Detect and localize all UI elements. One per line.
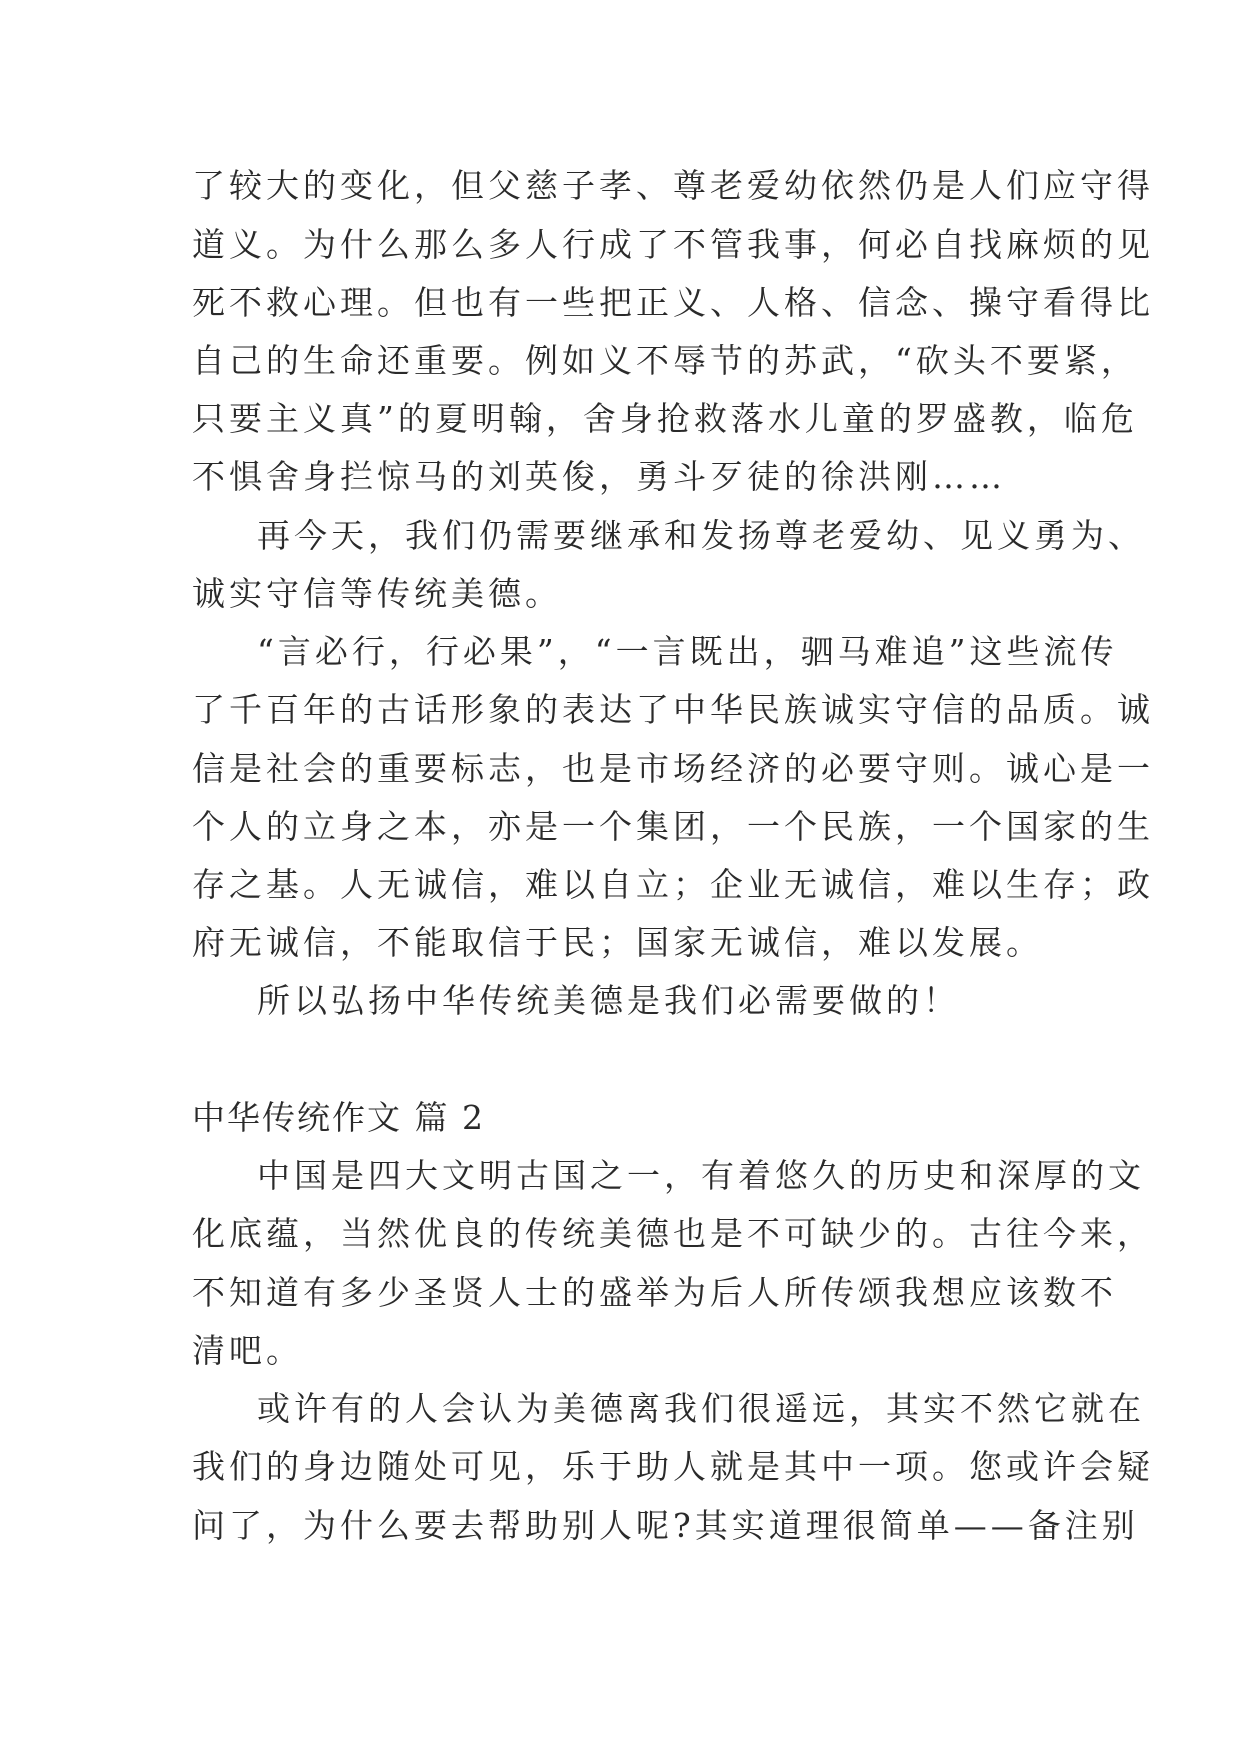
text-line: 了千百年的古话形象的表达了中华民族诚实守信的品质。诚 bbox=[192, 690, 1154, 729]
text-line: 我们的身边随处可见，乐于助人就是其中一项。您或许会疑 bbox=[192, 1447, 1154, 1486]
text-line: 了较大的变化，但父慈子孝、尊老爱幼依然仍是人们应守得 bbox=[192, 166, 1154, 205]
text-line: 清吧。 bbox=[192, 1331, 303, 1370]
text-line: 诚实守信等传统美德。 bbox=[192, 574, 562, 613]
text-line: 府无诚信，不能取信于民；国家无诚信，难以发展。 bbox=[192, 923, 1043, 962]
text-line: 不惧舍身拦惊马的刘英俊，勇斗歹徒的徐洪刚…… bbox=[192, 457, 1006, 496]
text-line: 死不救心理。但也有一些把正义、人格、信念、操守看得比 bbox=[192, 283, 1154, 322]
text-line: 个人的立身之本，亦是一个集团，一个民族，一个国家的生 bbox=[192, 807, 1154, 846]
text-line: “言必行，行必果”，“一言既出，驷马难追”这些流传 bbox=[257, 632, 1118, 671]
text-line: 信是社会的重要标志，也是市场经济的必要守则。诚心是一 bbox=[192, 749, 1154, 788]
text-line: 自己的生命还重要。例如义不辱节的苏武，“砍头不要紧， bbox=[192, 341, 1138, 380]
text-line: 或许有的人会认为美德离我们很遥远，其实不然它就在 bbox=[257, 1389, 1145, 1428]
text-line: 道义。为什么那么多人行成了不管我事，何必自找麻烦的见 bbox=[192, 225, 1154, 264]
text-line: 所以弘扬中华传统美德是我们必需要做的！ bbox=[257, 981, 960, 1020]
text-line: 再今天，我们仍需要继承和发扬尊老爱幼、见义勇为、 bbox=[257, 516, 1145, 555]
text-line: 存之基。人无诚信，难以自立；企业无诚信，难以生存；政 bbox=[192, 865, 1154, 904]
text-line: 不知道有多少圣贤人士的盛举为后人所传颂我想应该数不 bbox=[192, 1273, 1117, 1312]
text-line: 只要主义真”的夏明翰，舍身抢救落水儿童的罗盛教，临危 bbox=[192, 399, 1138, 438]
text-line: 中国是四大文明古国之一，有着悠久的历史和深厚的文 bbox=[257, 1156, 1145, 1195]
text-line: 化底蕴，当然优良的传统美德也是不可缺少的。古往今来， bbox=[192, 1214, 1154, 1253]
section-heading: 中华传统作文 篇 2 bbox=[192, 1098, 485, 1137]
text-line: 问了，为什么要去帮助别人呢?其实道理很简单——备注别 bbox=[192, 1506, 1139, 1545]
